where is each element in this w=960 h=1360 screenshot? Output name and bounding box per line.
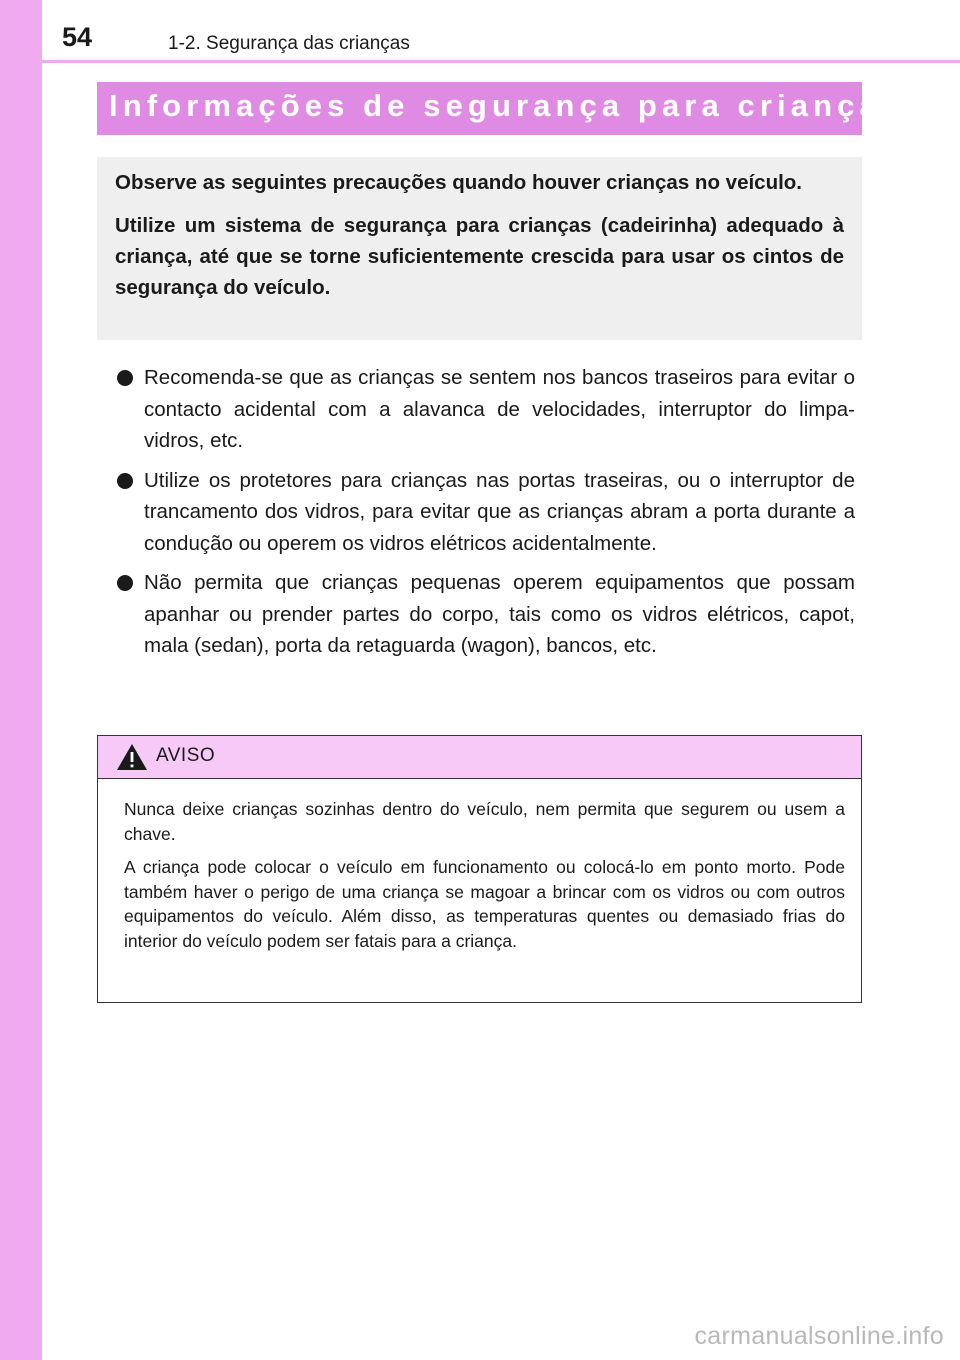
section-title-bar — [97, 82, 905, 135]
warning-paragraph: Nunca deixe crianças sozinhas dentro do veículo, nem permita que segurem ou usem a chave. — [124, 799, 845, 844]
bullet-list — [97, 362, 855, 670]
section-label: 1-2. Segurança das crianças — [168, 33, 410, 54]
warning-label: AVISO — [156, 745, 216, 766]
intro-paragraph: Observe as seguintes precauções quando houver crianças no veículo. — [115, 171, 803, 194]
warning-triangle-icon — [116, 742, 148, 772]
header-rule — [42, 60, 960, 63]
bullet-icon — [117, 473, 133, 489]
page-title: Informações de segurança para crianças — [109, 88, 905, 123]
bullet-icon — [117, 370, 133, 386]
bullet-icon — [117, 575, 133, 591]
list-item — [97, 465, 855, 560]
page-number: 54 — [62, 22, 93, 52]
warning-paragraph: A criança pode colocar o veículo em funcionamento ou colocá-lo em ponto morto. Pode também haver o perigo de uma criança se magoar a brincar com os vidros ou com outros equipamentos do veículo. Além disso, as temperaturas quentes ou demasiado frias do interior do veículo podem ser fatais para a criança. — [124, 857, 845, 951]
list-item-text: Utilize os protetores para crianças nas portas traseiras, ou o interruptor de trancamento dos vidros, para evitar que as crianças abram a porta durante a condução ou operem os vidros elétricos acidentalmente. — [144, 468, 855, 555]
intro-box — [97, 157, 862, 340]
list-item-text: Não permita que crianças pequenas operem equipamentos que possam apanhar ou prender partes do corpo, tais como os vidros elétricos, capot, mala (sedan), porta da retaguarda (wagon), bancos, etc. — [144, 571, 855, 657]
warning-body — [98, 779, 861, 953]
side-color-strip — [0, 0, 42, 1360]
warning-box — [97, 735, 862, 1003]
intro-paragraph: Utilize um sistema de segurança para crianças (cadeirinha) adequado à criança, até que se torne suficientemente crescida para usar os cintos de segurança do veículo. — [115, 214, 844, 299]
watermark-text: carmanualsonline.info — [694, 1322, 944, 1350]
list-item — [97, 362, 855, 457]
list-item-text: Recomenda-se que as crianças se sentem nos bancos traseiros para evitar o contacto acidental com a alavanca de velocidades, interruptor do limpa-vidros, etc. — [144, 366, 855, 452]
list-item — [97, 567, 855, 662]
warning-header — [98, 736, 861, 779]
